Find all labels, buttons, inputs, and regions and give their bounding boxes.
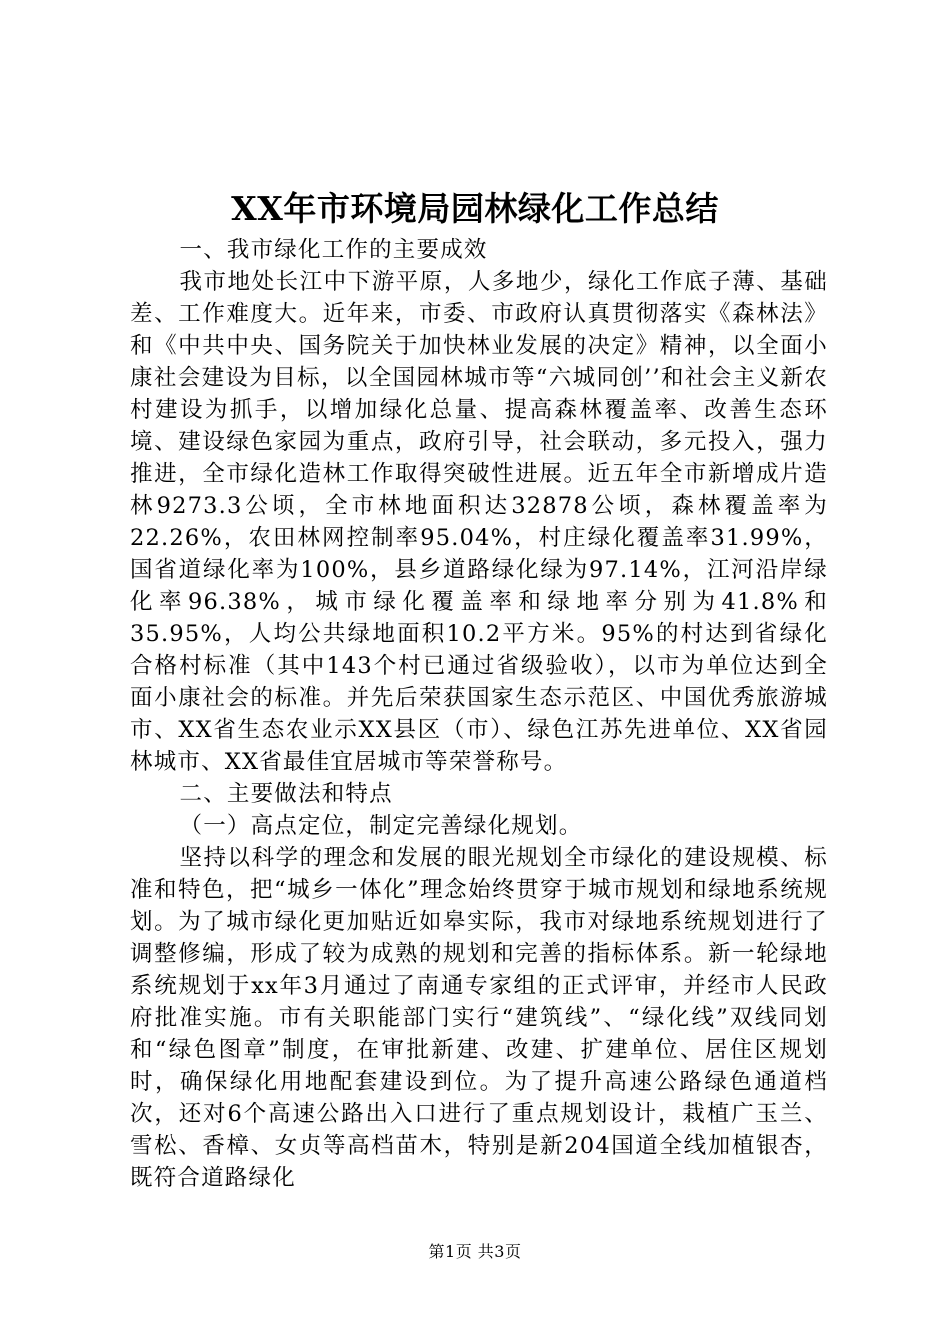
- paragraph-achievements: 我市地处长江中下游平原，人多地少，绿化工作底子薄、基础差、工作难度大。近年来，市委、市政府认真贯彻落实《森林法》和《中共中央、国务院关于加快林业发展的决定》精神，以全面小康社会建设为目标，以全国园林城市等“六城同创’’和社会主义新农村建设为抓手，以增加绿化总量、提高森林覆盖率、改善生态环境、建设绿色家园为重点，政府引导，社会联动，多元投入，强力推进，全市绿化造林工作取得突破性进展。近五年全市新增成片造林9273.3公顷，全市林地面积达32878公顷，森林覆盖率为22.26%，农田林网控制率95.04%，村庄绿化覆盖率31.99%，国省道绿化率为100%，县乡道路绿化绿为97.14%，江河沿岸绿化率96.38%，城市绿化覆盖率和绿地率分别为41.8%和35.95%，人均公共绿地面积10.2平方米。95%的村达到省绿化合格村标准（其中143个村已通过省级验收），以市为单位达到全面小康社会的标准。并先后荣获国家生态示范区、中国优秀旅游城市、XX省生态农业示XX县区（市）、绿色江苏先进单位、XX省园林城市、XX省最佳宜居城市等荣誉称号。: [130, 269, 828, 775]
- section-heading-methods: 二、主要做法和特点: [179, 781, 393, 807]
- subsection-heading-planning: （一）高点定位，制定完善绿化规划。: [179, 813, 583, 839]
- paragraph-planning: 坚持以科学的理念和发展的眼光规划全市绿化的建设规模、标准和特色，把“城乡一体化”理念始终贯穿于城市规划和绿地系统规划。为了城市绿化更加贴近如皋实际，我市对绿地系统规划进行了调整修编，形成了较为成熟的规划和完善的指标体系。新一轮绿地系统规划于xx年3月通过了南通专家组的正式评审，并经市人民政府批准实施。市有关职能部门实行“建筑线”、“绿化线”双线同划和“绿色图章”制度，在审批新建、改建、扩建单位、居住区规划时，确保绿化用地配套建设到位。为了提升高速公路绿色通道档次，还对6个高速公路出入口进行了重点规划设计，栽植广玉兰、雪松、香樟、女贞等高档苗木，特别是新204国道全线加植银杏，既符合道路绿化: [130, 845, 828, 1191]
- page-number-footer: 第1页 共3页: [428, 1242, 522, 1261]
- document-title: XX年市环境局园林绿化工作总结: [231, 189, 719, 228]
- document-body: [130, 234, 828, 1194]
- section-heading-achievements: 一、我市绿化工作的主要成效: [179, 237, 488, 263]
